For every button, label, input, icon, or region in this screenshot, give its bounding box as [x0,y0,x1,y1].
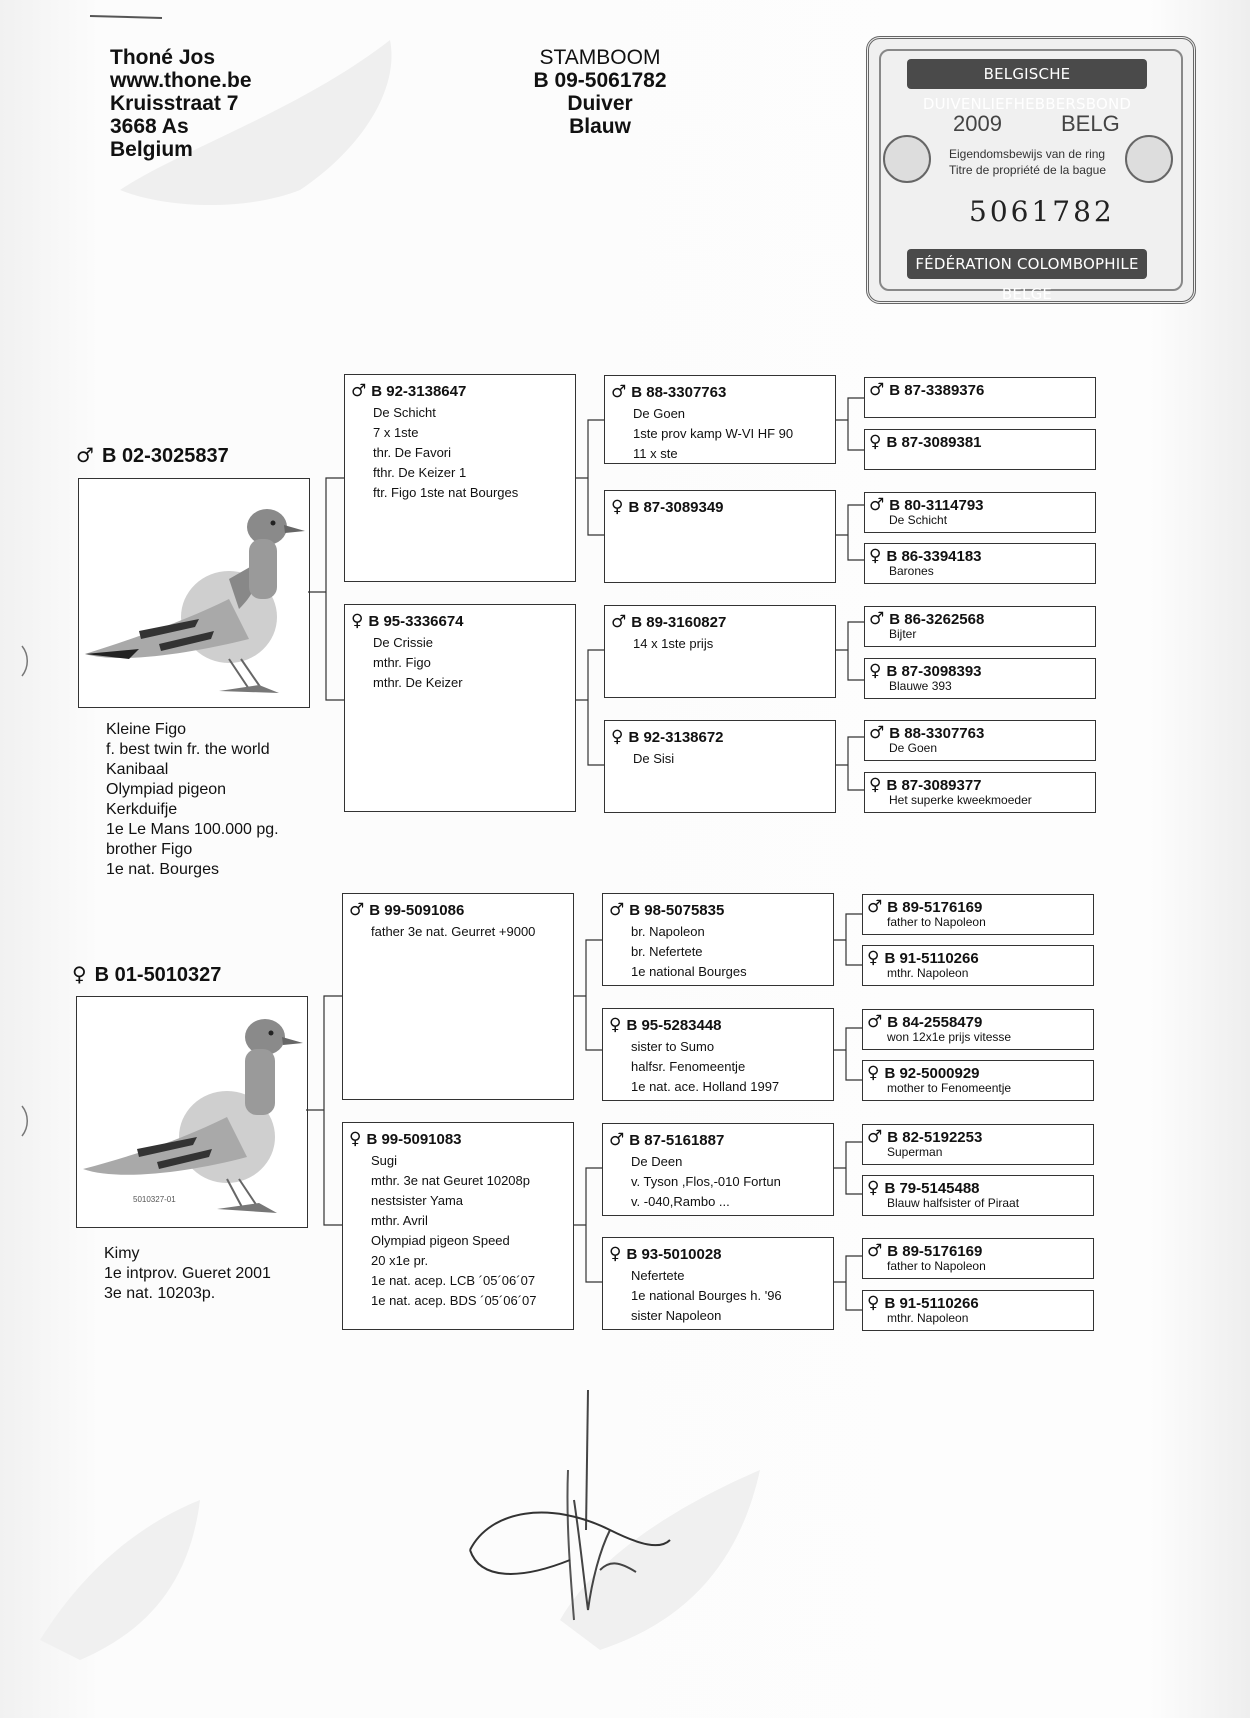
certificate-line-dutch: Eigendomsbewijs van de ring [949,147,1106,161]
sire-note: f. best twin fr. the world [106,741,270,758]
pedigree-box-sire-sire-sire [604,375,836,464]
box-ring-number: B 93-5010028 [626,1246,722,1263]
certificate-bottom-banner: FÉDÉRATION COLOMBOPHILE BELGE [907,249,1147,279]
box-ring-number: B 79-5145488 [884,1180,980,1197]
box-ring-number: B 88-3307763 [889,725,985,742]
box-line: fthr. De Keizer 1 [373,465,467,480]
male-icon: ♂ [869,380,885,400]
male-icon: ♂ [76,443,94,467]
box-line: mthr. Napoleon [887,1311,969,1325]
box-line: 14 x 1ste prijs [633,636,714,651]
pedigree-box-sire-dam-sire [604,605,836,698]
box-ring-number: B 95-3336674 [368,613,464,630]
sire-note: Kleine Figo [106,721,187,738]
box-line: halfsr. Fenomeentje [631,1059,746,1074]
box-line: sister Napoleon [631,1308,722,1323]
box-line: De Goen [889,741,938,755]
box-line: De Schicht [889,513,948,527]
box-line: De Sisi [633,751,675,766]
pedigree-box-sire-sire [344,374,576,582]
owner-city: 3668 As [110,115,189,138]
staple-icon [88,6,168,26]
owner-name: Thoné Jos [110,46,216,69]
pedigree-box-gen3 [864,606,1096,647]
dam-note: 1e intprov. Gueret 2001 [104,1265,271,1282]
pedigree-box-dam-dam [342,1122,574,1330]
female-icon: ♀ [609,1244,622,1264]
dam-note: Kimy [104,1245,140,1262]
box-line: won 12x1e prijs vitesse [887,1030,1012,1044]
box-line: De Goen [633,406,686,421]
box-ring-number: B 89-3160827 [631,614,727,631]
box-ring-number: B 86-3394183 [886,548,982,565]
box-line: mthr. De Keizer [373,675,463,690]
box-line: 20 x1e pr. [371,1253,429,1268]
box-ring-number: B 92-3138672 [628,729,724,746]
female-icon: ♀ [351,611,364,631]
certificate-top-banner: BELGISCHE DUIVENLIEFHEBBERSBOND [907,59,1147,89]
male-icon: ♂ [611,382,627,402]
box-line: Superman [887,1145,943,1159]
box-ring-number: B 89-5176169 [887,899,983,916]
box-line: ftr. Figo 1ste nat Bourges [373,485,519,500]
color: Blauw [569,115,631,138]
male-icon: ♂ [869,495,885,515]
sire-note: Olympiad pigeon [106,781,227,798]
pedigree-box-sire-dam [344,604,576,812]
box-ring-number: B 91-5110266 [884,950,979,967]
sire-note: Kerkduifje [106,801,178,818]
pedigree-box-gen3 [864,772,1096,813]
box-ring-number: B 84-2558479 [887,1014,983,1031]
box-line: mthr. Figo [373,655,431,670]
pedigree-box-gen3 [864,543,1096,584]
dam-note: 3e nat. 10203p. [104,1285,216,1302]
male-icon: ♂ [867,1127,883,1147]
pedigree-box-gen3 [864,492,1096,533]
pedigree-box-gen3 [862,894,1094,935]
male-icon: ♂ [867,897,883,917]
pedigree-box-gen3 [862,1009,1094,1050]
dam-photo-caption: 5010327-01 [133,1195,176,1204]
box-line: Olympiad pigeon Speed [371,1233,510,1248]
box-line: mother to Fenomeentje [887,1081,1012,1095]
box-line: De Crissie [373,635,433,650]
sire-note: 1e Le Mans 100.000 pg. [106,821,279,838]
male-icon: ♂ [867,1012,883,1032]
box-line: Blauwe 393 [889,679,952,693]
owner-country: Belgium [110,138,193,161]
box-ring-number: B 82-5192253 [887,1129,983,1146]
female-icon: ♀ [867,948,880,968]
box-line: Bijter [889,627,917,641]
female-icon: ♀ [869,546,882,566]
box-ring-number: B 86-3262568 [889,611,985,628]
box-line: father to Napoleon [887,915,986,929]
pedigree-box-gen3 [864,377,1096,418]
pedigree-box-sire-dam-dam [604,720,836,813]
female-icon: ♀ [869,661,882,681]
sire-note: 1e nat. Bourges [106,861,219,878]
sire-ring-number: B 02-3025837 [101,445,229,467]
box-line: Het superke kweekmoeder [889,793,1032,807]
certificate-country: BELG [1061,111,1120,136]
box-line: 1e national Bourges [631,964,747,979]
box-line: 1e nat. ace. Holland 1997 [631,1079,780,1094]
box-ring-number: B 92-5000929 [884,1065,980,1082]
male-icon: ♂ [349,900,365,920]
box-ring-number: B 91-5110266 [884,1295,979,1312]
box-line: v. Tyson ,Flos,-010 Fortun [631,1174,781,1189]
box-line: De Deen [631,1154,683,1169]
ring-number: B 09-5061782 [533,69,667,92]
box-line: father 3e nat. Geurret +9000 [371,924,536,939]
box-line: 7 x 1ste [373,425,419,440]
box-line: 1e nat. acep. LCB ´05´06´07 [371,1273,536,1288]
signature [460,1380,680,1640]
box-line: thr. De Favori [373,445,452,460]
box-line: nestsister Yama [371,1193,464,1208]
box-ring-number: B 80-3114793 [889,497,984,514]
box-ring-number: B 92-3138647 [371,383,467,400]
female-icon: ♀ [349,1129,362,1149]
pedigree-box-dam-sire [342,893,574,1100]
box-line: Barones [889,564,934,578]
female-icon: ♀ [867,1063,880,1083]
male-icon: ♂ [867,1241,883,1261]
box-ring-number: B 87-3089349 [628,499,724,516]
pedigree-box-gen3 [862,1060,1094,1101]
female-icon: ♀ [869,775,882,795]
certificate-year: 2009 [953,111,1002,136]
male-icon: ♂ [869,723,885,743]
pedigree-box-gen3 [864,429,1096,470]
box-line: Blauw halfsister of Piraat [887,1196,1020,1210]
owner-website: www.thone.be [110,69,252,92]
female-icon: ♀ [609,1015,622,1035]
box-line: 1e nat. acep. BDS ´05´06´07 [371,1293,537,1308]
box-line: v. -040,Rambo ... [631,1194,730,1209]
female-icon: ♀ [611,727,624,747]
box-line: mthr. Napoleon [887,966,969,980]
male-icon: ♂ [869,609,885,629]
box-ring-number: B 87-5161887 [629,1132,725,1149]
certificate-line-french: Titre de propriété de la bague [949,163,1106,177]
punch-holes [0,0,60,1718]
box-line: Nefertete [631,1268,685,1283]
pedigree-box-dam-dam-dam [602,1237,834,1330]
male-icon: ♂ [611,612,627,632]
document-heading: STAMBOOM [539,46,661,69]
owner-street: Kruisstraat 7 [110,92,239,115]
female-icon: ♀ [72,962,87,986]
female-icon: ♀ [611,497,624,517]
pedigree-box-gen3 [862,1238,1094,1279]
sire-note: brother Figo [106,841,193,858]
pedigree-box-gen3 [862,1175,1094,1216]
box-line: br. Napoleon [631,924,705,939]
box-ring-number: B 87-3089377 [886,777,982,794]
dam-ring-number: B 01-5010327 [94,964,222,986]
box-line: br. Nefertete [631,944,703,959]
box-line: De Schicht [373,405,436,420]
box-line: mthr. 3e nat Geuret 10208p [371,1173,530,1188]
male-icon: ♂ [609,900,625,920]
female-icon: ♀ [867,1293,880,1313]
female-icon: ♀ [867,1178,880,1198]
pedigree-box-gen3 [862,1124,1094,1165]
box-line: 11 x ste [633,446,678,461]
pedigree-box-gen3 [862,945,1094,986]
box-ring-number: B 88-3307763 [631,384,727,401]
pedigree-box-gen3 [862,1290,1094,1331]
certificate-ring-number: 5061782 [969,195,1115,228]
box-line: sister to Sumo [631,1039,715,1054]
male-icon: ♂ [609,1130,625,1150]
sex: Duiver [567,92,633,115]
box-line: father to Napoleon [887,1259,986,1273]
pedigree-box-dam-dam-sire [602,1123,834,1216]
box-ring-number: B 87-3089381 [886,434,982,451]
box-ring-number: B 87-3389376 [889,382,985,399]
female-icon: ♀ [869,432,882,452]
pedigree-box-gen3 [864,720,1096,761]
box-ring-number: B 95-5283448 [626,1017,722,1034]
pedigree-box-gen3 [864,658,1096,699]
pedigree-box-dam-sire-sire [602,893,834,986]
box-line: Sugi [371,1153,398,1168]
box-ring-number: B 87-3098393 [886,663,982,680]
box-ring-number: B 98-5075835 [629,902,725,919]
pedigree-box-sire-sire-dam [604,490,836,583]
box-ring-number: B 89-5176169 [887,1243,983,1260]
box-ring-number: B 99-5091083 [366,1131,462,1148]
sire-note: Kanibaal [106,761,169,778]
box-line: 1ste prov kamp W-VI HF 90 [633,426,794,441]
male-icon: ♂ [351,381,367,401]
box-line: mthr. Avril [371,1213,428,1228]
box-ring-number: B 99-5091086 [369,902,465,919]
box-line: 1e national Bourges h. '96 [631,1288,782,1303]
pedigree-box-dam-sire-dam [602,1008,834,1101]
